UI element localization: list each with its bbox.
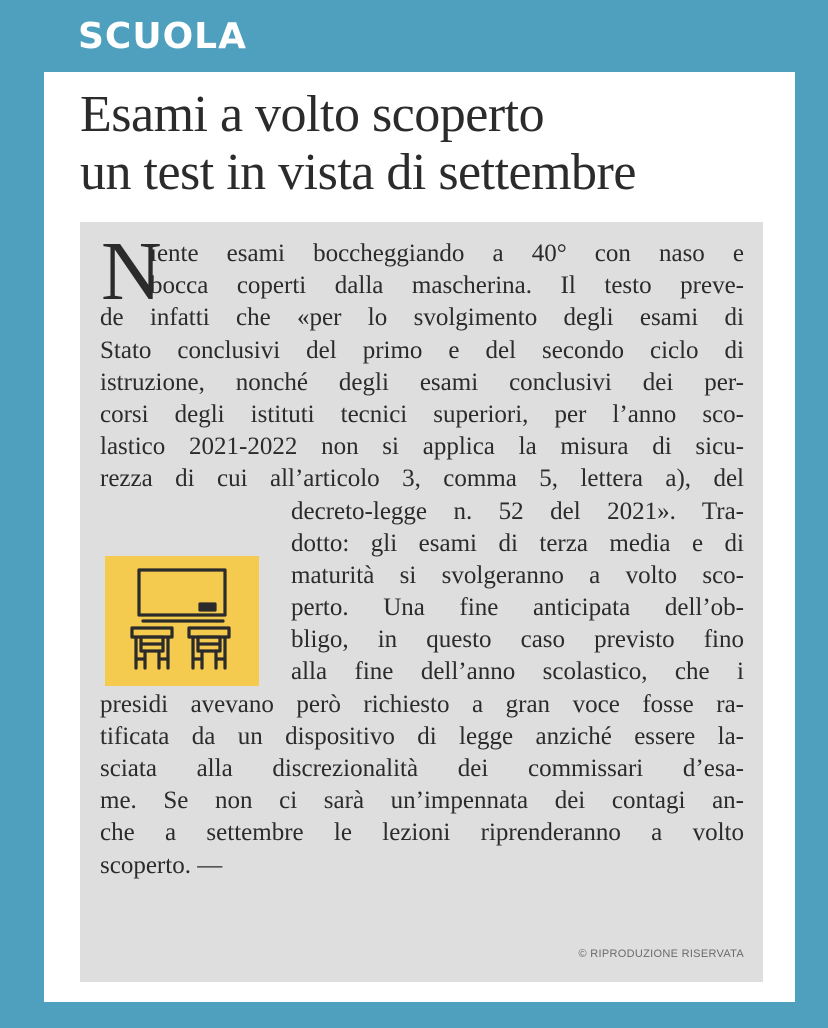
- body-line: Stato conclusivi del primo e del secondo ciclo di: [100, 336, 744, 364]
- body-line: de infatti che «per lo svolgimento degli esami di: [100, 304, 744, 332]
- body-line: alla fine dell’anno scolastico, che i: [291, 658, 744, 686]
- drop-cap: N: [101, 225, 162, 318]
- body-line: lastico 2021-2022 non si applica la misura di sicu-: [100, 433, 744, 461]
- body-line: sciata alla discrezionalità dei commissari d’esa-: [100, 755, 744, 782]
- body-line: bligo, in questo caso previsto fino: [291, 626, 744, 654]
- body-line: maturità si svolgeranno a volto sco-: [291, 561, 744, 589]
- body-line: che a settembre le lezioni riprenderanno a volto: [100, 819, 744, 847]
- body-line: scoperto. —: [100, 851, 223, 879]
- body-line: istruzione, nonché degli esami conclusivi dei per-: [100, 368, 744, 396]
- illustration-box: [105, 556, 259, 686]
- body-line: decreto-legge n. 52 del 2021». Tra-: [291, 497, 744, 525]
- headline-line-1: Esami a volto scoperto: [80, 86, 545, 143]
- body-line: presidi avevano però richiesto a gran voce fosse ra-: [100, 690, 744, 718]
- body-line: tificata da un dispositivo di legge anziché essere la-: [100, 722, 744, 750]
- body-line: bocca coperti dalla mascherina. Il testo preve-: [150, 272, 744, 300]
- body-line: corsi degli istituti tecnici superiori, per l’anno sco-: [100, 400, 744, 428]
- body-line: perto. Una fine anticipata dell’ob-: [291, 594, 744, 622]
- headline: [80, 86, 780, 202]
- copyright-notice: © RIPRODUZIONE RISERVATA: [578, 948, 744, 960]
- section-label: SCUOLA: [78, 16, 247, 57]
- body-line: me. Se non ci sarà un’impennata dei contagi an-: [100, 787, 744, 815]
- body-line: dotto: gli esami di terza media e di: [291, 529, 744, 557]
- classroom-icon: [105, 556, 259, 686]
- headline-line-2: un test in vista di settembre: [80, 144, 636, 201]
- body-line: iente esami boccheggiando a 40° con naso e: [150, 240, 744, 267]
- body-line: rezza di cui all’articolo 3, comma 5, lettera a), del: [100, 465, 744, 493]
